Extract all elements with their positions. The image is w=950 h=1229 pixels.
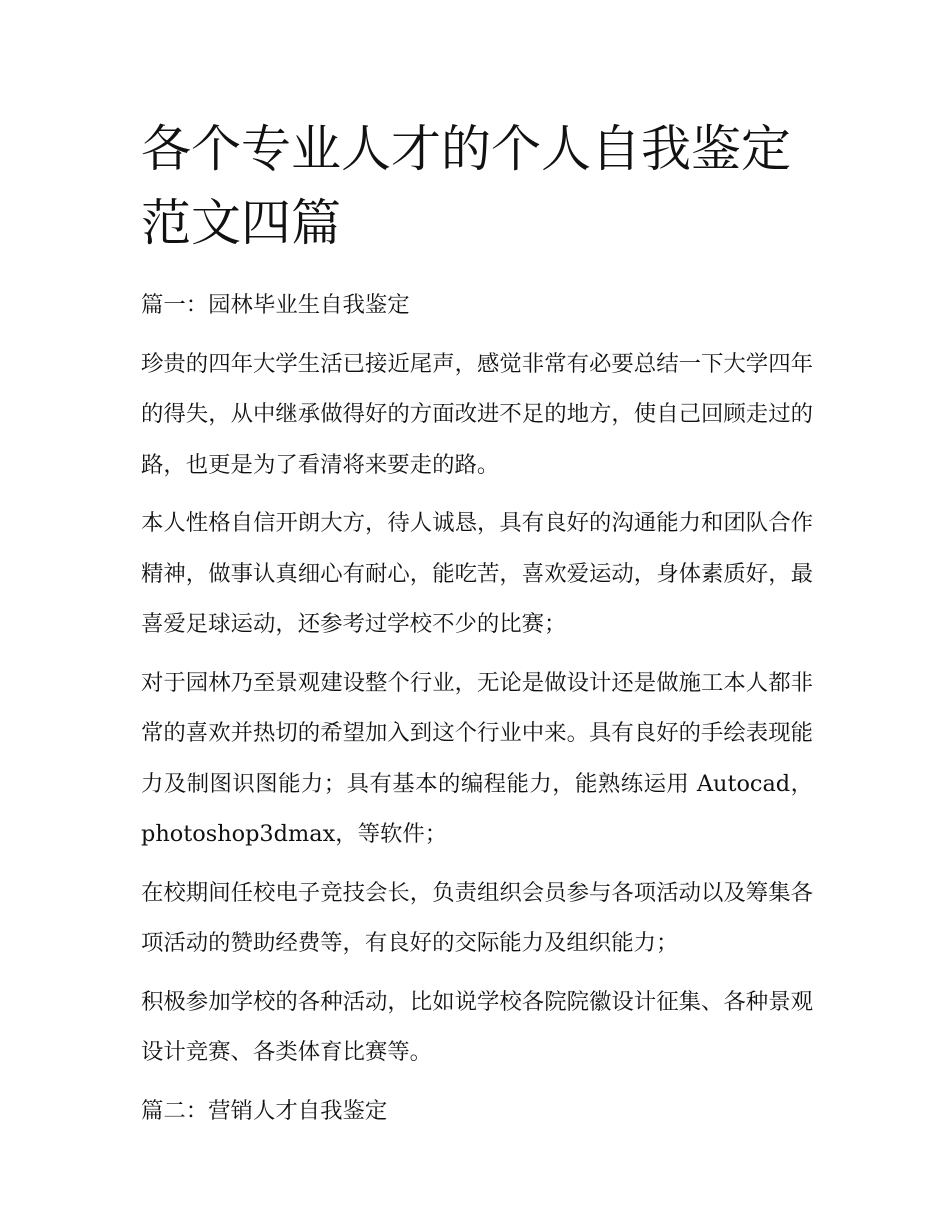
paragraph-3: 对于园林乃至景观建设整个行业，无论是做设计还是做施工本人都非常的喜欢并热切的希望加入到这个行业中来。具有良好的手绘表现能力及制图识图能力；具有基本的编程能力，能熟练运用 Autocad，photoshop3dmax，等软件；: [141, 669, 813, 847]
document-title: 各个专业人才的个人自我鉴定范文四篇: [141, 120, 791, 252]
paragraph-1: 珍贵的四年大学生活已接近尾声，感觉非常有必要总结一下大学四年的得失，从中继承做得好的方面改进不足的地方，使自己回顾走过的路，也更是为了看清将来要走的路。: [141, 350, 813, 478]
paragraph-4: 在校期间任校电子竞技会长，负责组织会员参与各项活动以及筹集各项活动的赞助经费等，有良好的交际能力及组织能力；: [141, 879, 813, 956]
paragraph-2: 本人性格自信开朗大方，待人诚恳，具有良好的沟通能力和团队合作精神，做事认真细心有耐心，能吃苦，喜欢爱运动，身体素质好，最喜爱足球运动，还参考过学校不少的比赛；: [141, 510, 813, 637]
section-heading-2: 篇二：营销人才自我鉴定: [141, 1097, 388, 1124]
document-body: [141, 112, 813, 1144]
paragraph-5: 积极参加学校的各种活动，比如说学校各院院徽设计征集、各种景观设计竞赛、各类体育比赛等。: [141, 988, 813, 1065]
section-heading-1: 篇一：园林毕业生自我鉴定: [141, 292, 410, 318]
